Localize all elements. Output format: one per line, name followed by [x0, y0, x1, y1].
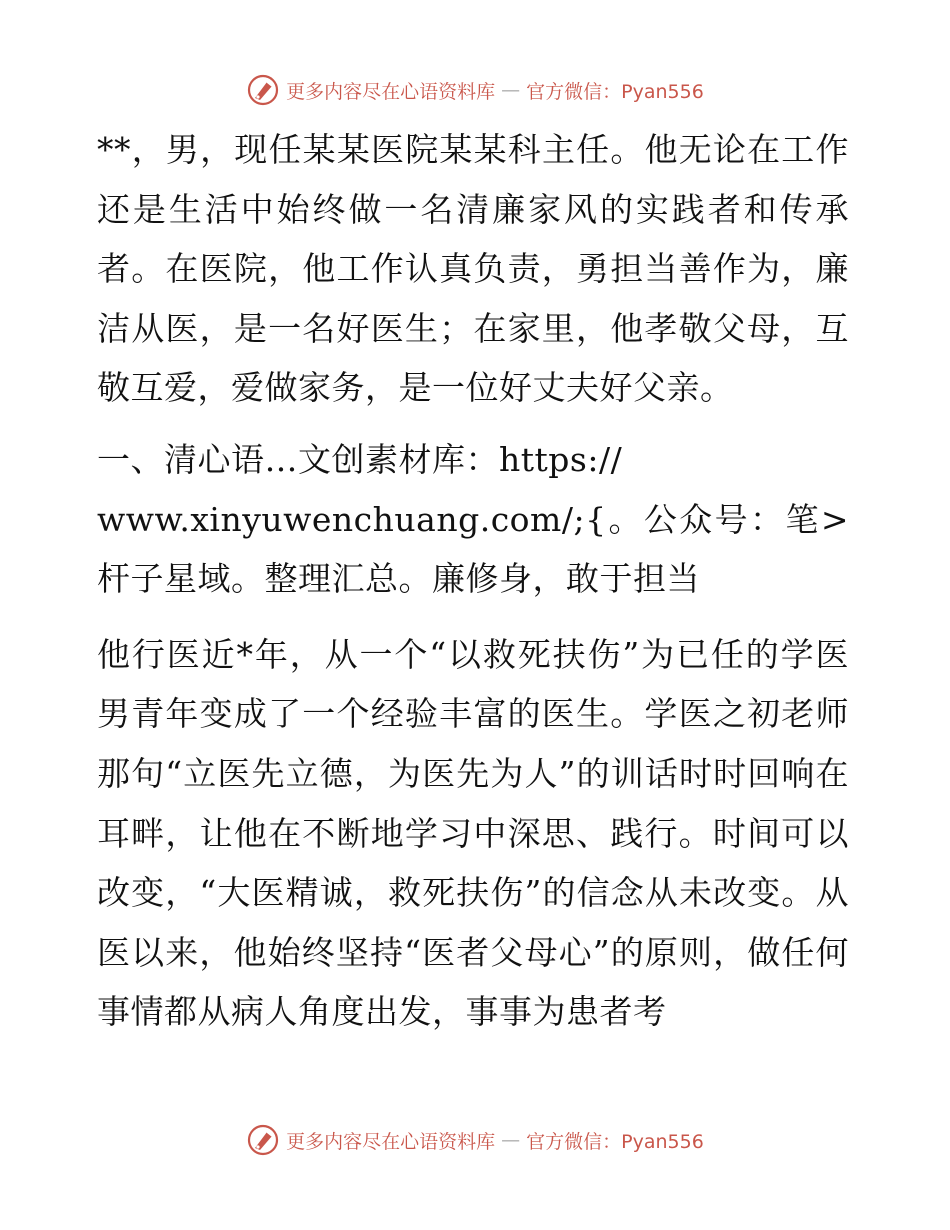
paragraph-section-heading: 一、清心语…文创素材库：https:// www.xinyuwenchuang.com/;{。公众号：笔>杆子星域。整理汇总。廉修身，敢于担当 [97, 439, 849, 599]
watermark-text: 更多内容尽在心语资料库 [286, 1130, 496, 1153]
document-body [97, 120, 849, 1042]
paragraph-career: 他行医近*年，从一个“以救死扶伤”为已任的学医男青年变成了一个经验丰富的医生。学医之初老师那句“立医先立德，为医先为人”的训话时时回响在耳畔，让他在不断地学习中深思、践行。时间可以改变，“大医精诚，救死扶伤”的信念从未改变。从医以来，他始终坚持“医者父母心”的原则，做任何事情都从病人角度出发，事事为患者考 [97, 634, 849, 1032]
header-watermark [0, 70, 950, 110]
watermark-dash: — [501, 79, 521, 101]
watermark-dash: — [501, 1129, 521, 1151]
watermark-wechat: 官方微信：Pyan556 [526, 1130, 704, 1153]
watermark-text: 更多内容尽在心语资料库 [286, 80, 496, 103]
watermark-wechat: 官方微信：Pyan556 [526, 80, 704, 103]
paragraph-intro: **，男，现任某某医院某某科主任。他无论在工作还是生活中始终做一名清廉家风的实践者和传承者。在医院，他工作认真负责，勇担当善作为，廉洁从医，是一名好医生；在家里，他孝敬父母，互敬互爱，爱做家务，是一位好丈夫好父亲。 [97, 130, 849, 408]
pen-nib-logo-icon [246, 1123, 280, 1157]
footer-watermark [0, 1120, 950, 1160]
pen-nib-logo-icon [246, 73, 280, 107]
